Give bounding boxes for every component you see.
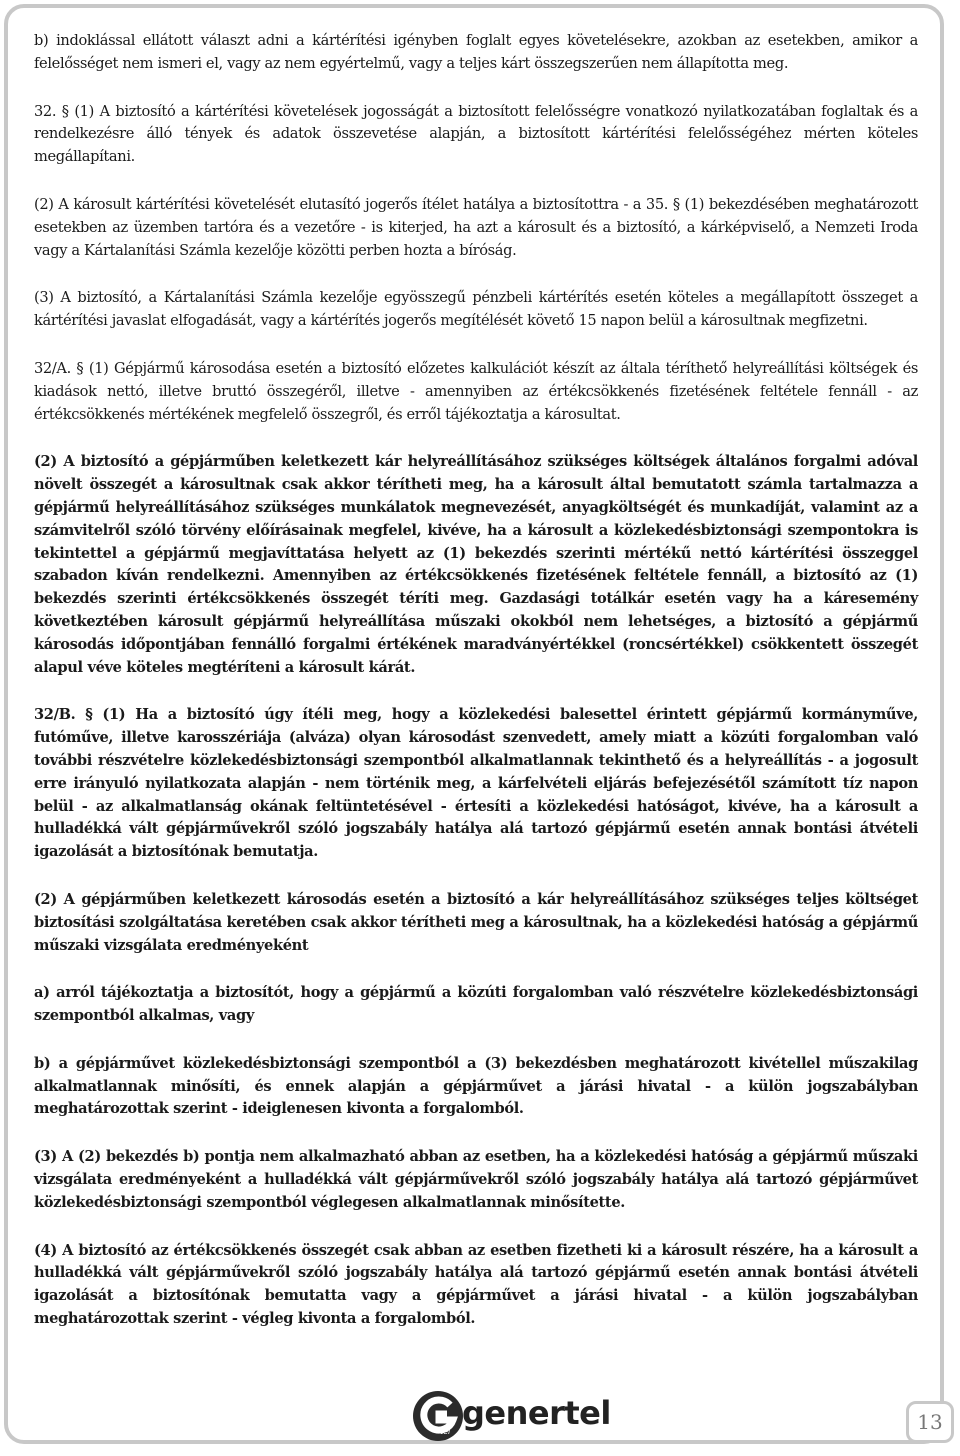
genertel-g-icon — [410, 1388, 466, 1444]
page-number: 13 — [906, 1401, 954, 1443]
paragraph-32b-1: 32/B. § (1) Ha a biztosító úgy ítéli meg, hogy a közlekedési balesettel érintett gépjármű kormányműve, futóműve, illetve karosszériája (alváza) olyan károsodást szenvedett, amely miatt a közúti forgalomban való további részvételre közlekedésbiztonsági szempontból alkalmatlannak tekinthető és a helyreállítás - a jogosult erre irányuló nyilatkozata alapján - nem történik meg, a kárfelvételi eljárás befejezésétől számított tíz napon belül - az alkalmatlanság okának feltüntetésével - értesíti a közlekedési hatóságot, kivéve, ha a károsult a hulladékká vált gépjárművekről szóló jogszabály hatálya alá tartozó gépjármű esetén annak bontási átvételi igazolását a biztosítónak bemutatja. — [34, 706, 918, 861]
paragraph-32a-1: 32/A. § (1) Gépjármű károsodása esetén a biztosító előzetes kalkulációt készít az általa téríthető helyreállítási költségek és kiadások nettó, illetve bruttó összegéről, illetve - amennyiben az értékcsökkenés fizetésének feltétele fennáll - az értékcsökkenés mértékének megfelelő összegről, és erről tájékoztatja a károsultat. — [34, 359, 918, 423]
paragraph-32a-2: (2) A biztosító a gépjárműben keletkezett kár helyreállításához szükséges költségek általános forgalmi adóval növelt összegét a károsultnak csak akkor térítheti meg, ha a károsult által bemutatott számla tartalmazza a gépjármű helyreállításához szükséges munkálatok megnevezését, anyagköltségét és munkadíját, valamint az a számvitelről szóló törvény előírásainak megfelel, kivéve, ha a károsult a közlekedésbiztonsági szempontokra is tekintettel a gépjármű megjavíttatása helyett az (1) bekezdés szerinti mértékű nettó kártérítési összeggel szabadon kíván rendelkezni. Amennyiben az értékcsökkenés fizetésének feltétele fennáll, a biztosító az (1) bekezdés szerinti értékcsökkenés összegét téríti meg. Gazdasági totálkár esetén vagy ha a káresemény következtében károsult gépjármű helyreállítása műszaki okokból nem lehetséges, a biztosító a gépjármű károsodás időpontjában fennálló forgalmi értékének maradványértékkel (roncsértékkel) csökkentett összegét alapul véve köteles megtéríteni a károsult kárát. — [34, 453, 918, 676]
paragraph-32b-2-a: a) arról tájékoztatja a biztosítót, hogy a gépjármű a közúti forgalomban való részvételre közlekedésbiztonsági szempontból alkalmas, vagy — [34, 984, 918, 1025]
logo-wordmark: genertel — [462, 1394, 611, 1432]
svg-text:tel: tel — [440, 1427, 451, 1436]
paragraph-32b-3: (3) A (2) bekezdés b) pontja nem alkalmazható abban az esetben, ha a közlekedési hatóság a gépjármű műszaki vizsgálata eredményeként a hulladékká vált gépjárművekről szóló jogszabály hatálya alá tartozó gépjárművet közlekedésbiztonsági szempontból véglegesen alkalmatlannak minősítette. — [34, 1148, 918, 1211]
paragraph-32b-2: (2) A gépjárműben keletkezett károsodás esetén a biztosító a kár helyreállításához szükséges teljes költséget biztosítási szolgáltatása keretében csak akkor térítheti meg a károsultnak, ha a közlekedési hatóság a gépjármű műszaki vizsgálata eredményeként — [34, 890, 918, 954]
paragraph-b-point: b) indoklással ellátott választ adni a kártérítési igényben foglalt egyes követelésekre, azokban az esetekben, amikor a felelősséget nem ismeri el, vagy az nem egyértelmű, vagy a teljes kárt összegszerűen nem állapította meg. — [34, 32, 918, 72]
paragraph-32b-4: (4) A biztosító az értékcsökkenés összegét csak abban az esetben fizetheti ki a károsult részére, ha a károsult a hulladékká vált gépjárművekről szóló jogszabály hatálya alá tartozó gépjármű esetén annak bontási átvételi igazolását a biztosítónak bemutatta vagy a gépjárművet a járási hivatal - a külön jogszabályban meghatározottak szerint - végleg kivonta a forgalomból. — [34, 1241, 918, 1328]
paragraph-32b-2-b: b) a gépjárművet közlekedésbiztonsági szempontból a (3) bekezdésben meghatározott kivétellel műszakilag alkalmatlannak minősíti, és ennek alapján a gépjárművet a járási hivatal - a külön jogszabályban meghatározottak szerint - ideiglenesen kivonta a forgalomból. — [34, 1054, 918, 1118]
paragraph-32-3: (3) A biztosító, a Kártalanítási Számla kezelője egyösszegű pénzbeli kártérítés esetén köteles a megállapított összeget a kártérítési javaslat elfogadását, vagy a kártérítés jogerős megítélését követő 15 napon belül a károsultnak megfizetni. — [34, 289, 918, 330]
paragraph-32-1: 32. § (1) A biztosító a kártérítési követelések jogosságát a biztosított felelősségre vonatkozó nyilatkozatában foglaltak és a rendelkezésre álló tények és adatok összevetése alapján, a biztosított kártérítési felelősségéhez mérten köteles megállapítani. — [34, 102, 918, 166]
genertel-logo — [410, 1388, 610, 1444]
document-body — [34, 30, 918, 1356]
paragraph-32-2: (2) A károsult kártérítési követelését elutasító jogerős ítélet hatálya a biztosítottra - a 35. § (1) bekezdésében meghatározott esetekben az üzemben tartóra és a vezetőre - is kiterjed, ha azt a károsult és a biztosító, a kárképviselő, a Nemzeti Iroda vagy a Kártalanítási Számla kezelője közötti perben hozta a bíróság. — [34, 195, 918, 259]
